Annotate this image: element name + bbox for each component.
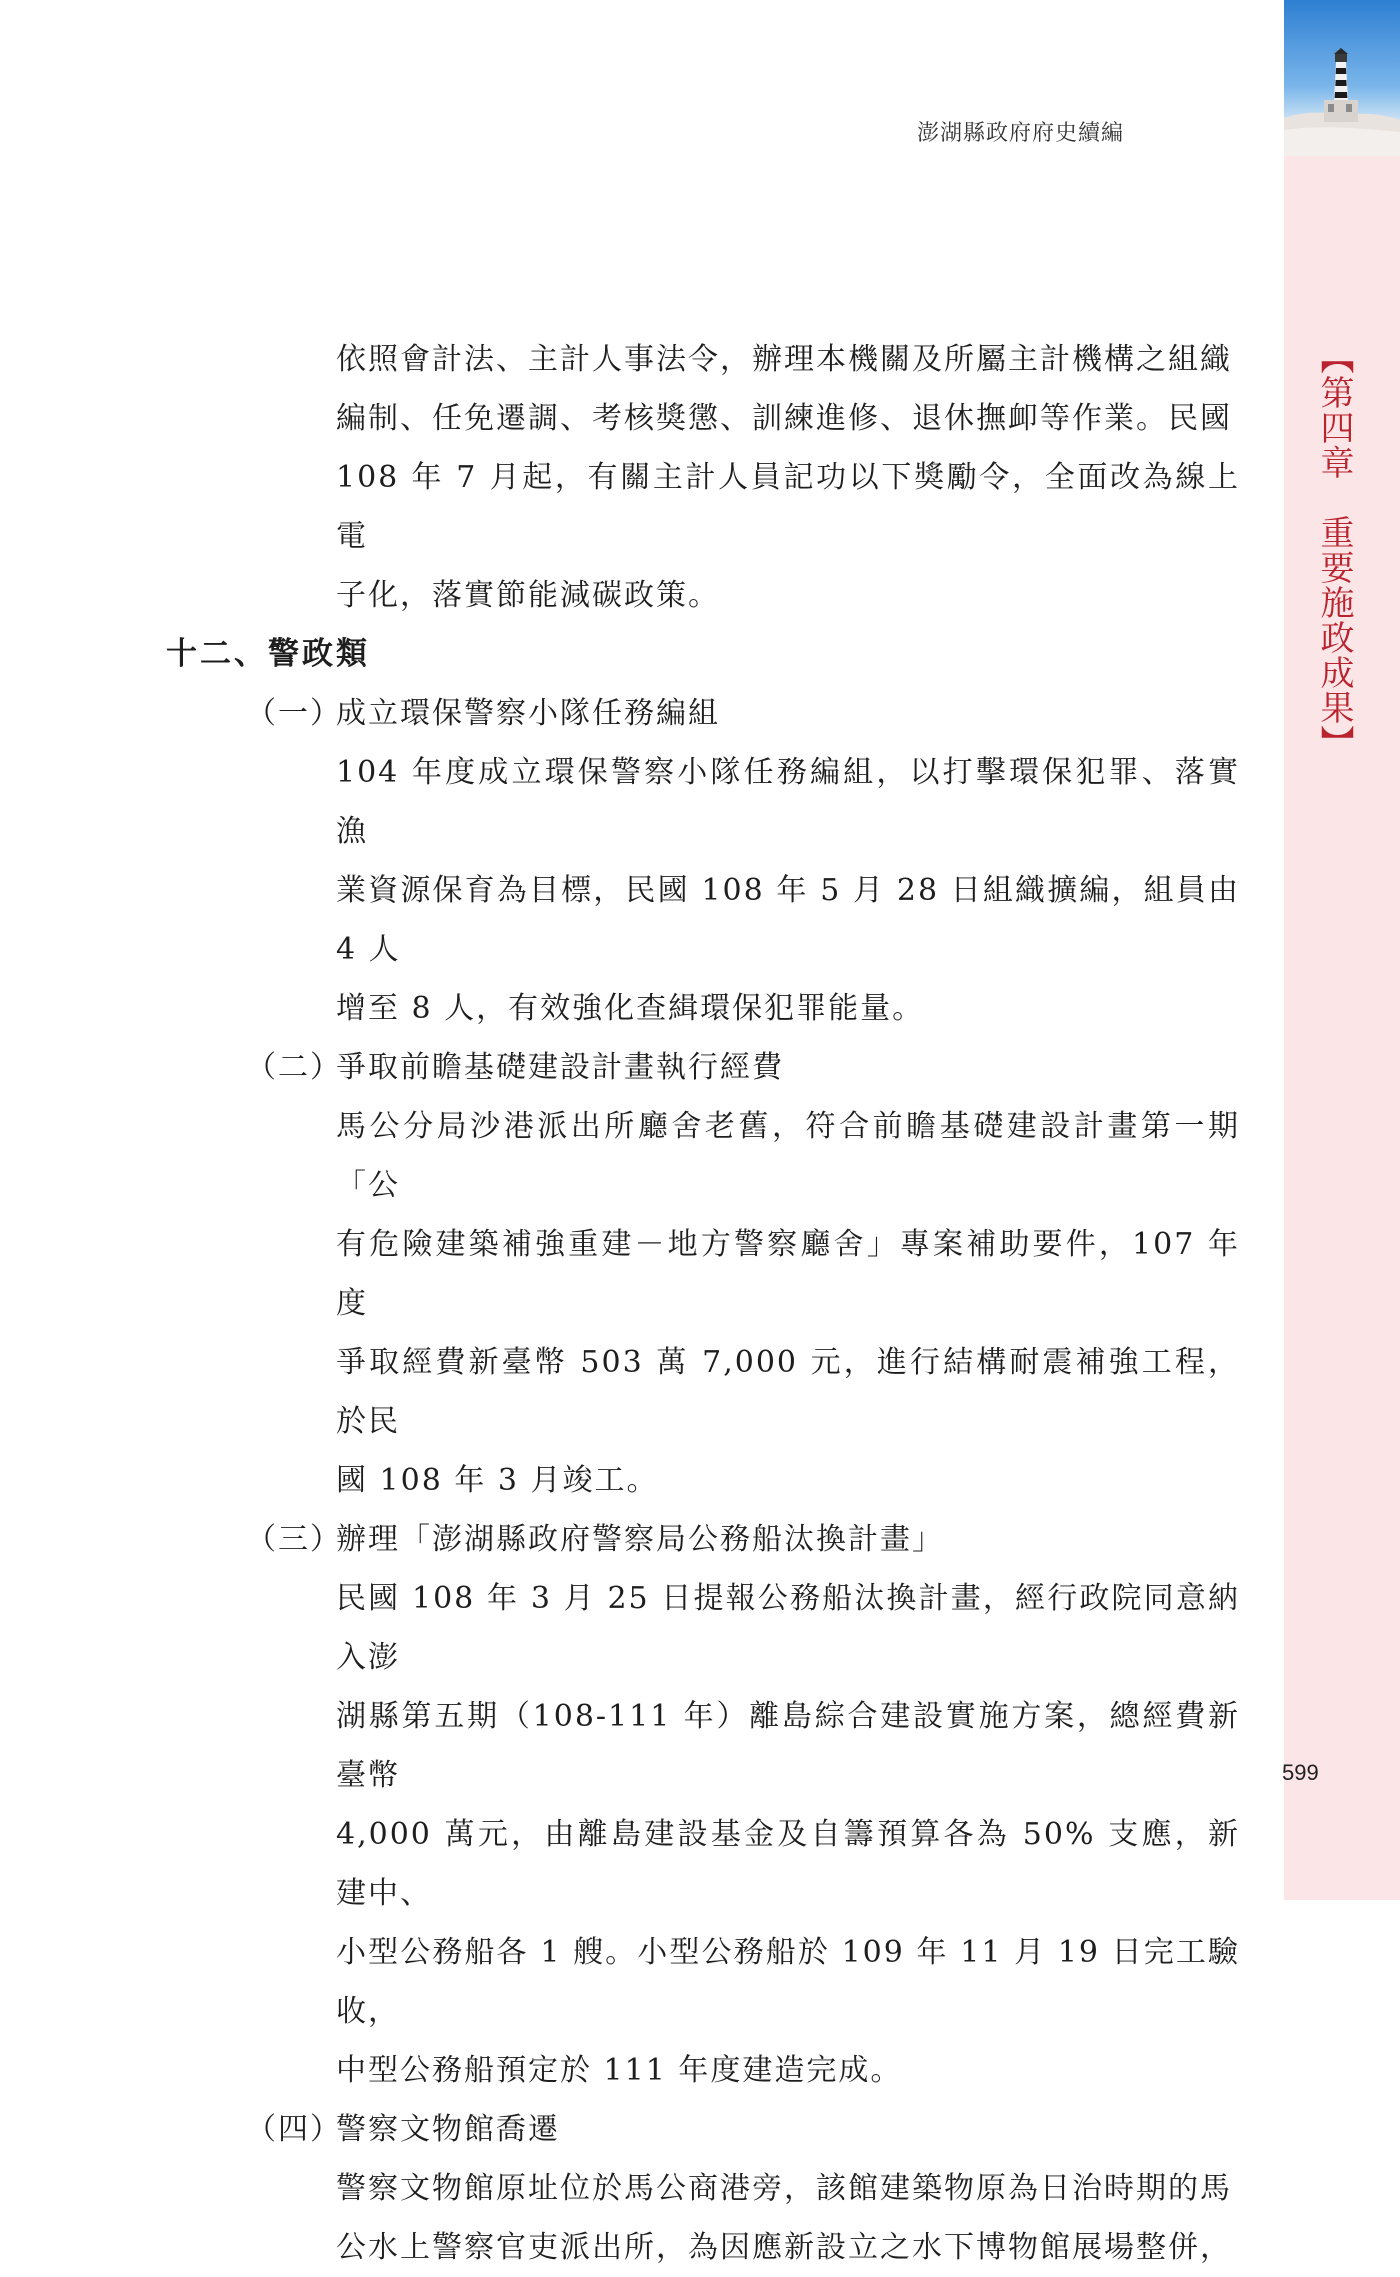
text-line: 增至 8 人，有效強化查緝環保犯罪能量。 (336, 991, 925, 1026)
subsection-title: 爭取前瞻基礎建設計畫執行經費 (336, 1050, 784, 1085)
lighthouse-icon (1284, 0, 1400, 156)
text-line: 中型公務船預定於 111 年度建造完成。 (336, 2053, 903, 2088)
text-line: 小型公務船各 1 艘。小型公務船於 109 年 11 月 19 日完工驗收， (336, 1935, 1240, 2029)
text-line: 有危險建築補強重建－地方警察廳舍」專案補助要件，107 年度 (336, 1227, 1240, 1321)
text-line: 業資源保育為目標，民國 108 年 5 月 28 日組織擴編，組員由 4 人 (336, 873, 1240, 967)
text-line: 依照會計法、主計人事法令，辦理本機關及所屬主計機構之組織 (336, 342, 1232, 377)
intro-paragraph (336, 330, 1240, 625)
subsection-title: 辦理「澎湖縣政府警察局公務船汰換計畫」 (336, 1522, 944, 1557)
text-line: 警察文物館原址位於馬公商港旁，該館建築物原為日治時期的馬 (336, 2171, 1232, 2206)
section-heading: 十二、警政類 (166, 636, 370, 672)
text-line: 子化，落實節能減碳政策。 (336, 578, 720, 613)
subsection-number: （四） (246, 2112, 342, 2147)
text-line: 國 108 年 3 月竣工。 (336, 1463, 659, 1498)
text-line: 馬公分局沙港派出所廳舍老舊，符合前瞻基礎建設計畫第一期「公 (336, 1109, 1240, 1203)
subsection-number: （一） (246, 696, 342, 731)
text-line: 編制、任免遷調、考核獎懲、訓練進修、退休撫卹等作業。民國 (336, 401, 1232, 436)
running-header: 澎湖縣政府府史續編 (916, 121, 1124, 146)
chapter-title: 【第四章 重要施政成果】 (1314, 340, 1354, 760)
text-line: 公水上警察官吏派出所，為因應新設立之水下博物館展場整併， (336, 2230, 1232, 2265)
chapter-side-band (1284, 0, 1400, 1900)
subsection-heading (246, 684, 1284, 743)
text-line: 爭取經費新臺幣 503 萬 7,000 元，進行結構耐震補強工程，於民 (336, 1345, 1240, 1439)
text-line: 民國 108 年 3 月 25 日提報公務船汰換計畫，經行政院同意納入澎 (336, 1581, 1240, 1675)
subsection-title: 警察文物館喬遷 (336, 2112, 560, 2147)
subsection-heading (246, 2100, 1284, 2159)
subsection-paragraph (336, 1097, 1240, 1510)
text-line: 湖縣第五期（108-111 年）離島綜合建設實施方案，總經費新臺幣 (336, 1699, 1240, 1793)
page-number: 599 (1282, 1760, 1319, 1785)
page-body (0, 330, 1284, 2277)
subsection-number: （三） (246, 1522, 342, 1557)
subsection-heading (246, 1510, 1284, 1569)
subsection-paragraph (336, 743, 1240, 1038)
subsection-heading (246, 1038, 1284, 1097)
text-line: 4,000 萬元，由離島建設基金及自籌預算各為 50% 支應，新建中、 (336, 1817, 1240, 1911)
subsection-paragraph (336, 2159, 1240, 2277)
subsection-paragraph (336, 1569, 1240, 2100)
text-line: 104 年度成立環保警察小隊任務編組，以打擊環保犯罪、落實漁 (336, 755, 1240, 849)
subsection-title: 成立環保警察小隊任務編組 (336, 696, 720, 731)
text-line: 108 年 7 月起，有關主計人員記功以下獎勵令，全面改為線上電 (336, 460, 1240, 554)
lighthouse-photo (1284, 0, 1400, 156)
subsection-number: （二） (246, 1050, 342, 1085)
